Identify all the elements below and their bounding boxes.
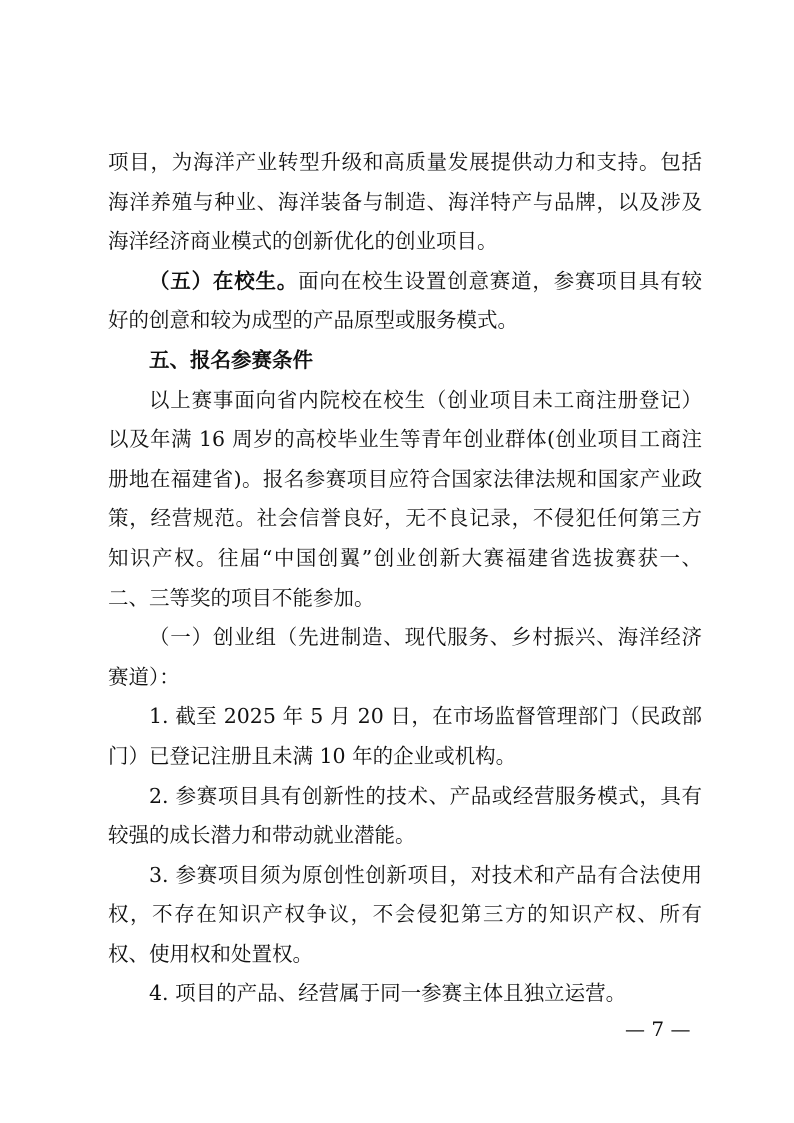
section-body: 以上赛事面向省内院校在校生（创业项目未工商注册登记）以及年满 16 周岁的高校毕业生等青年创业群体(创业项目工商注册地在福建省)。报名参赛项目应符合国家法律法规和国家产业政策，经营规范。社会信誉良好，无不良记录，不侵犯任何第三方知识产权。往届“中国创翼”创业创新大赛福建省选拔赛获一、二、三等奖的项目不能参加。: [108, 387, 702, 610]
list-item: 3. 参赛项目须为原创性创新项目，对技术和产品有合法使用权，不存在知识产权争议，不会侵犯第三方的知识产权、所有权、使用权和处置权。: [108, 862, 702, 966]
paragraph-text: 面向在校生设置创意赛道，参赛项目具有较好的创意和较为成型的产品原型或服务模式。: [108, 268, 703, 333]
list-item: 1. 截至 2025 年 5 月 20 日，在市场监督管理部门（民政部门）已登记注册且未满 10 年的企业或机构。: [108, 704, 702, 768]
paragraph-lead: （五）在校生。: [149, 268, 299, 293]
document-body: [108, 143, 702, 1014]
paragraph-text: 项目，为海洋产业转型升级和高质量发展提供动力和支持。包括海洋养殖与种业、海洋装备与制造、海洋特产与品牌，以及涉及海洋经济商业模式的创新优化的创业项目。: [108, 150, 702, 254]
page-number: — 7 —: [625, 1017, 691, 1041]
list-item: 4. 项目的产品、经营属于同一参赛主体且独立运营。: [149, 981, 627, 1006]
paragraph-marine-projects: [108, 143, 702, 262]
section-heading: 五、报名参赛条件: [149, 347, 313, 372]
subsection-heading: （一）创业组（先进制造、现代服务、乡村振兴、海洋经济赛道）：: [108, 625, 702, 689]
paragraph-students: [108, 262, 702, 341]
list-item: 2. 参赛项目具有创新性的技术、产品或经营服务模式，具有较强的成长潜力和带动就业潜能。: [108, 783, 702, 848]
